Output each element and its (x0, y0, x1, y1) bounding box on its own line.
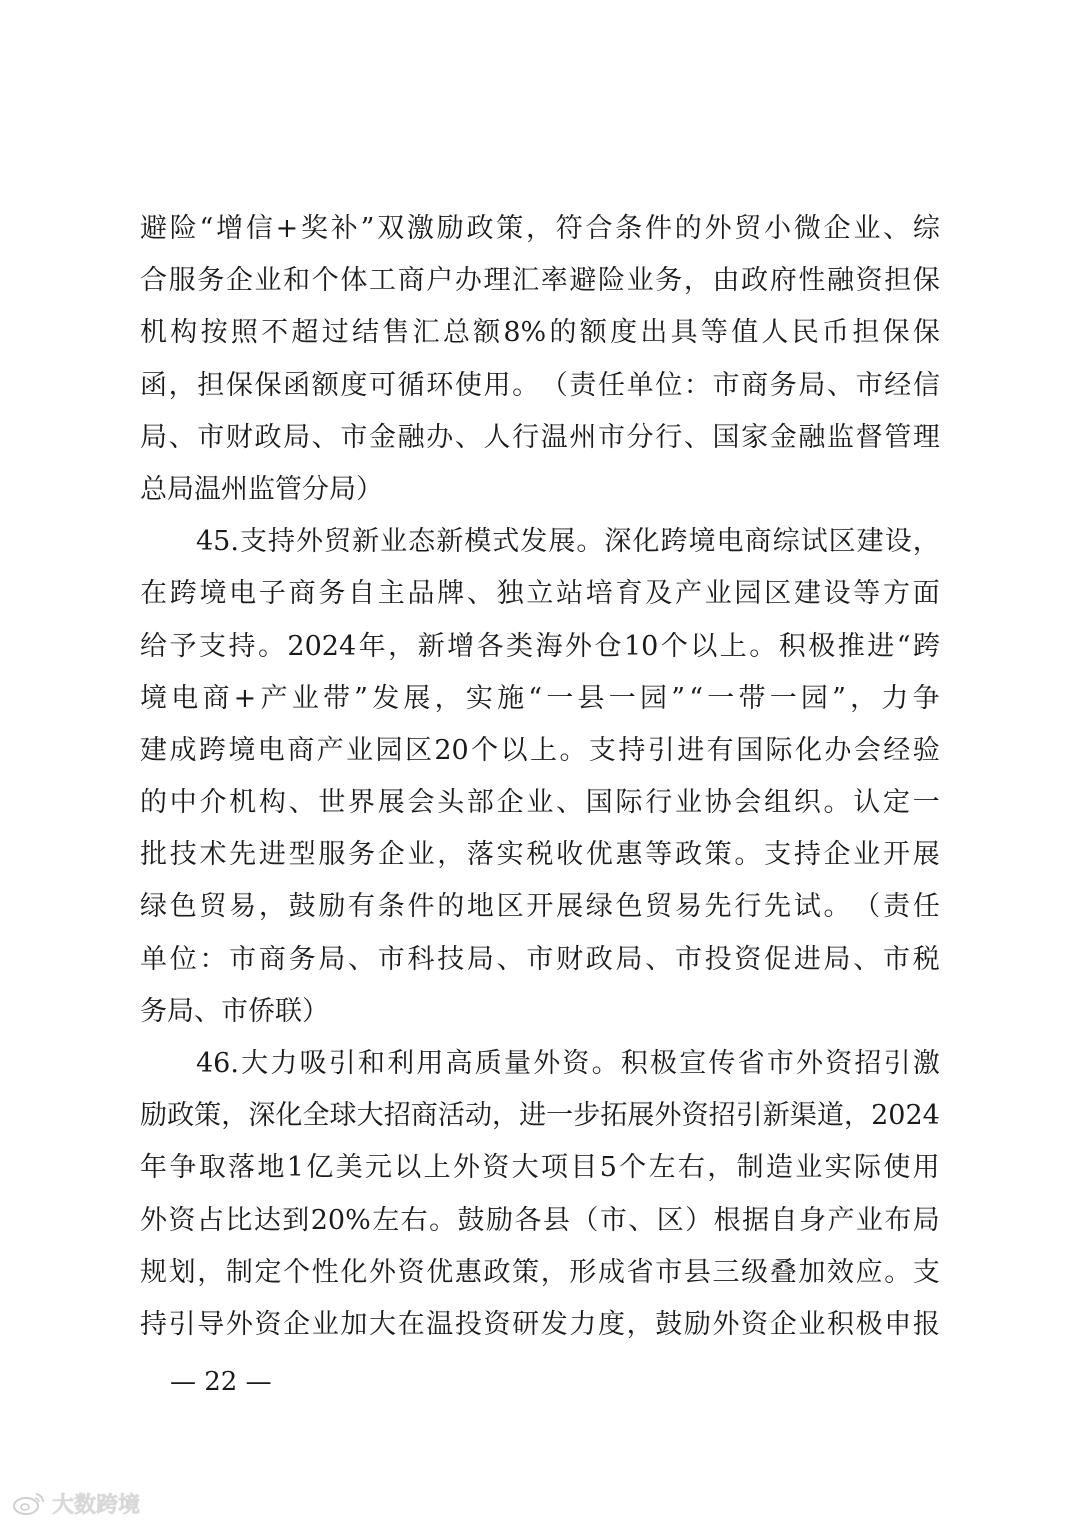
item-45-heading-line: 45. 支 持 外 贸 新 业 态 新 模 式 发 展 。 深 化 跨 境 电 商 综 试 区 建 设 ， (196, 526, 940, 558)
text-line: 绿 色 贸 易 ， 鼓 励 有 条 件 的 地 区 开 展 绿 色 贸 易 先 行 先 试 。 （ 责 任 (140, 891, 940, 923)
text-line: 励 政 策 ， 深 化 全 球 大 招 商 活 动 ， 进 一 步 拓 展 外 资 招 引 新 渠 道 ， 2024 (140, 1100, 940, 1132)
page-number: — 22 — (170, 1367, 272, 1397)
text-line: 年 争 取 落 地 1 亿 美 元 以 上 外 资 大 项 目 5 个 左 右 ， 制 造 业 实 际 使 用 (140, 1152, 940, 1184)
document-body (140, 203, 940, 1351)
text-line: 局 、 市 财 政 局 、 市 金 融 办 、 人 行 温 州 市 分 行 、 国 家 金 融 监 督 管 理 (140, 421, 940, 453)
text-line: 单 位 ： 市 商 务 局 、 市 科 技 局 、 市 财 政 局 、 市 投 资 促 进 局 、 市 税 (140, 943, 940, 975)
text-line: 务局、市侨联） (140, 995, 329, 1027)
text-line: 的 中 介 机 构 、 世 界 展 会 头 部 企 业 、 国 际 行 业 协 会 组 织 。 认 定 一 (140, 787, 940, 819)
text-line: 机 构 按 照 不 超 过 结 售 汇 总 额 8% 的 额 度 出 具 等 值 人 民 币 担 保 保 (140, 317, 940, 349)
weibo-logo-icon (12, 1490, 46, 1516)
text-line: 总局温州监管分局） (140, 473, 383, 505)
text-line: 境 电 商 + 产 业 带 ” 发 展 ， 实 施 “ 一 县 一 园 ” “ 一 带 一 园 ” ， 力 争 (140, 682, 940, 714)
text-line: 避 险 “ 增 信 + 奖 补 ” 双 激 励 政 策 ， 符 合 条 件 的 外 贸 小 微 企 业 、 综 (140, 213, 940, 244)
item-46-heading-line: 46. 大 力 吸 引 和 利 用 高 质 量 外 资 。 积 极 宣 传 省 市 外 资 招 引 激 (196, 1048, 940, 1079)
text-line: 函 ， 担 保 保 函 额 度 可 循 环 使 用 。 （ 责 任 单 位 ： 市 商 务 局 、 市 经 信 (140, 369, 940, 401)
watermark-text: 大数跨境 (52, 1492, 141, 1518)
text-line: 给 予 支 持 。 2024 年 ， 新 增 各 类 海 外 仓 10 个 以 上 。 积 极 推 进 “ 跨 (140, 630, 940, 662)
text-line: 在 跨 境 电 子 商 务 自 主 品 牌 、 独 立 站 培 育 及 产 业 园 区 建 设 等 方 面 (140, 578, 940, 610)
text-line: 批 技 术 先 进 型 服 务 企 业 ， 落 实 税 收 优 惠 等 政 策 。 支 持 企 业 开 展 (140, 839, 940, 871)
text-line: 持 引 导 外 资 企 业 加 大 在 温 投 资 研 发 力 度 ， 鼓 励 外 资 企 业 积 极 申 报 (140, 1308, 940, 1340)
text-line: 规 划 ， 制 定 个 性 化 外 资 优 惠 政 策 ， 形 成 省 市 县 三 级 叠 加 效 应 。 支 (140, 1256, 940, 1288)
text-line: 外 资 占 比 达 到 20% 左 右 。 鼓 励 各 县 （ 市 、 区 ） 根 据 自 身 产 业 布 局 (140, 1204, 940, 1236)
watermark (12, 1488, 140, 1518)
text-line: 建 成 跨 境 电 商 产 业 园 区 20 个 以 上 。 支 持 引 进 有 国 际 化 办 会 经 验 (140, 734, 940, 766)
text-line: 合 服 务 企 业 和 个 体 工 商 户 办 理 汇 率 避 险 业 务 ， 由 政 府 性 融 资 担 保 (140, 265, 940, 297)
